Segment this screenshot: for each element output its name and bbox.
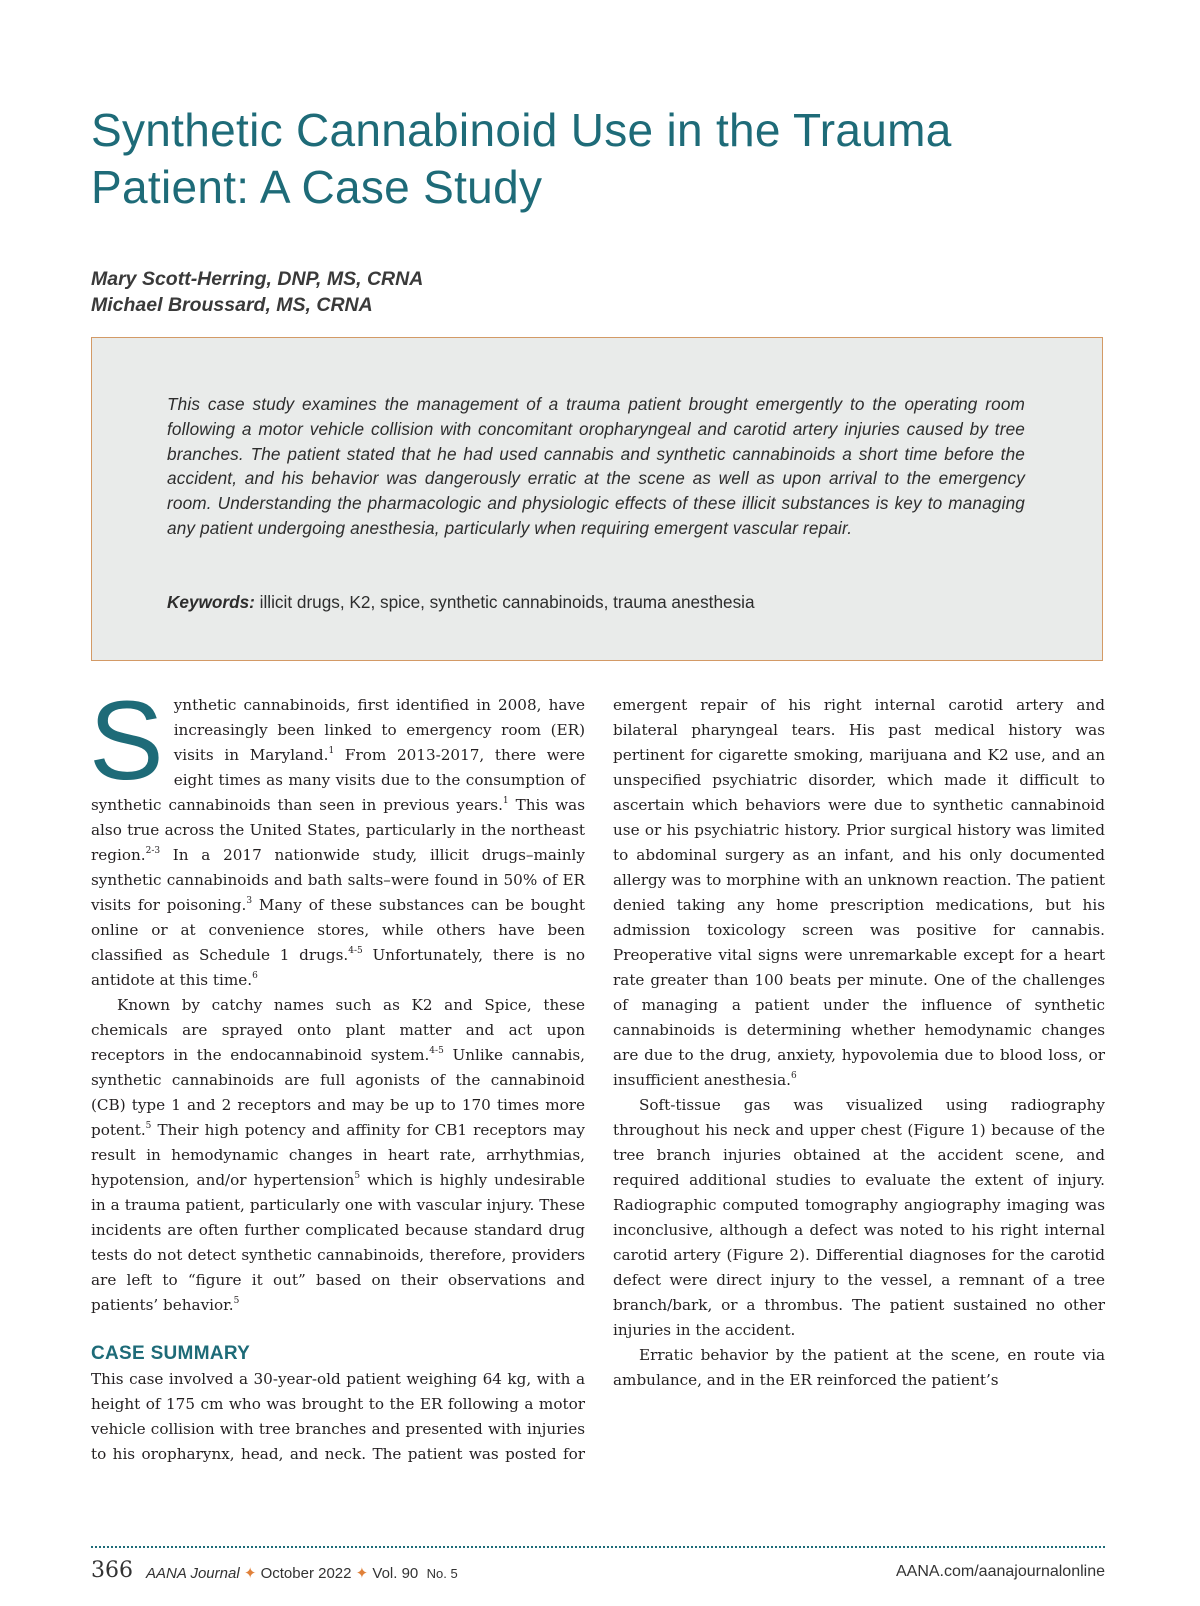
right-column	[613, 693, 1105, 1393]
footer-divider	[91, 1546, 1105, 1548]
separator-icon: ✦	[355, 1565, 369, 1582]
citation: 5	[354, 1171, 361, 1181]
body-paragraph: Synthetic cannabinoids, first identified in 2008, have increasingly been linked to emergency room (ER) visits in Maryland.$^1$ From 2013-2017, there were eight times as many visits due to the consumption of synthetic cannabinoids than seen in previous years.$^1$ This was also true across the United States, particularly in the northeast region.$^{2-3}$ In a 2017 nationwide study, illicit drugs–mainly synthetic cannabinoids and bath salts–were found in 50% of ER visits for poisoning.$^3$ Many of these substances can be bought online or at convenience stores, while others have been classified as Schedule 1 drugs.$^{4-5}$ Unfortunately, there is no antidote at this time.$^6$	[89, 678, 586, 989]
citation: 3	[246, 896, 253, 906]
body-paragraph: Erratic behavior by the patient at the scene, en route via ambulance, and in the ER reinforced the patient’s	[613, 1346, 1105, 1389]
citation: 4-5	[348, 946, 363, 956]
author-list	[91, 266, 423, 318]
citation: 5	[145, 1121, 152, 1131]
page-footer	[91, 1558, 1105, 1588]
citation: 1	[502, 796, 509, 806]
separator-icon: ✦	[243, 1565, 257, 1582]
journal-url: AANA.com/aanajournalonline	[895, 1563, 1105, 1580]
citation: 6	[790, 1071, 797, 1081]
article-title: Synthetic Cannabinoid Use in the Trauma Patient: A Case Study	[91, 104, 952, 213]
keywords	[167, 590, 1025, 614]
abstract-text: This case study examines the management of a trauma patient brought emergently to the operating room following a motor vehicle collision with concomitant oropharyngeal and carotid artery injuries caused by tree branches. The patient stated that he had used cannabis and synthetic cannabinoids a short time before the accident, and his behavior was dangerously erratic at the scene as well as upon arrival to the emergency room. Understanding the pharmacologic and physiologic effects of these illicit substances is key to managing any patient undergoing anesthesia, particularly when requiring emergent vascular repair.	[167, 394, 1025, 538]
keywords-label: Keywords:	[167, 592, 255, 612]
volume: Vol. 90	[372, 1565, 419, 1582]
body-paragraph: Soft-tissue gas was visualized using radiography throughout his neck and upper chest (Figure 1) because of the tree branch injuries obtained at the accident scene, and required additional studies to evaluate the extent of injury. Radiographic computed tomography angiography imaging was inconclusive, although a defect was noted to his right internal carotid artery (Figure 2). Differential diagnoses for the carotid defect were direct injury to the vessel, a remnant of a tree branch/bark, or a thrombus. The patient sustained no other injuries in the accident.	[613, 1096, 1105, 1339]
citation: 5	[233, 1296, 240, 1306]
body-paragraph-continued: emergent repair of his right internal carotid artery and bilateral pharyngeal tears. His past medical history was pertinent for cigarette smoking, marijuana and K2 use, and an unspecified psychiatric disorder, which made it difficult to ascertain which behaviors were due to synthetic cannabinoid use or his psychiatric history. Prior surgical history was limited to abdominal surgery as an infant, and his only documented allergy was to morphine with an unknown reaction. The patient denied taking any home prescription medications, but his admission toxicology screen was positive for cannabis. Preoperative vital signs were unremarkable except for a heart rate greater than 100 beats per minute. One of the challenges of managing a patient under the influence of synthetic cannabinoids is determining whether hemodynamic changes are due to the drug, anxiety, hypovolemia due to blood loss, or insufficient anesthesia.$^6$	[613, 696, 1105, 1089]
citation: 1	[328, 746, 335, 756]
drop-cap: S	[89, 678, 164, 803]
keywords-list: illicit drugs, K2, spice, synthetic cannabinoids, trauma anesthesia	[259, 592, 755, 612]
issue-date: October 2022	[260, 1565, 352, 1582]
citation: 2-3	[145, 846, 161, 856]
author-name: Michael Broussard, MS, CRNA	[91, 294, 373, 316]
left-column	[89, 678, 586, 1467]
journal-info	[146, 1564, 458, 1582]
author-name: Mary Scott-Herring, DNP, MS, CRNA	[91, 268, 424, 290]
section-heading: CASE SUMMARY	[91, 1343, 251, 1364]
citation: 4-5	[429, 1046, 444, 1056]
citation: 6	[252, 971, 258, 981]
body-paragraph: Known by catchy names such as K2 and Spice, these chemicals are sprayed onto plant matter and act upon receptors in the endocannabinoid system.$^{4-5}$ Unlike cannabis, synthetic cannabinoids are full agonists of the cannabinoid (CB) type 1 and 2 receptors and may be up to 170 times more potent.$^5$ Their high potency and affinity for CB1 receptors may result in hemodynamic changes in heart rate, arrhythmias, hypotension, and/or hypertension$^5$ which is highly undesirable in a trauma patient, particularly one with vascular injury. These incidents are often further complicated because standard drug tests do not detect synthetic cannabinoids, therefore, providers are left to “figure it out” based on their observations and patients’ behavior.$^5$	[91, 996, 585, 1314]
issue-number: No. 5	[426, 1566, 458, 1581]
journal-name: AANA Journal	[146, 1565, 240, 1582]
page-number: 366	[91, 1558, 133, 1583]
body-paragraph: This case involved a 30-year-old patient weighing 64 kg, with a height of 175 cm who was brought to the ER following a motor vehicle collision with tree branches and presented with injuries to his oropharynx, head, and neck. The patient was posted for	[91, 1370, 585, 1463]
abstract-box	[91, 337, 1103, 661]
